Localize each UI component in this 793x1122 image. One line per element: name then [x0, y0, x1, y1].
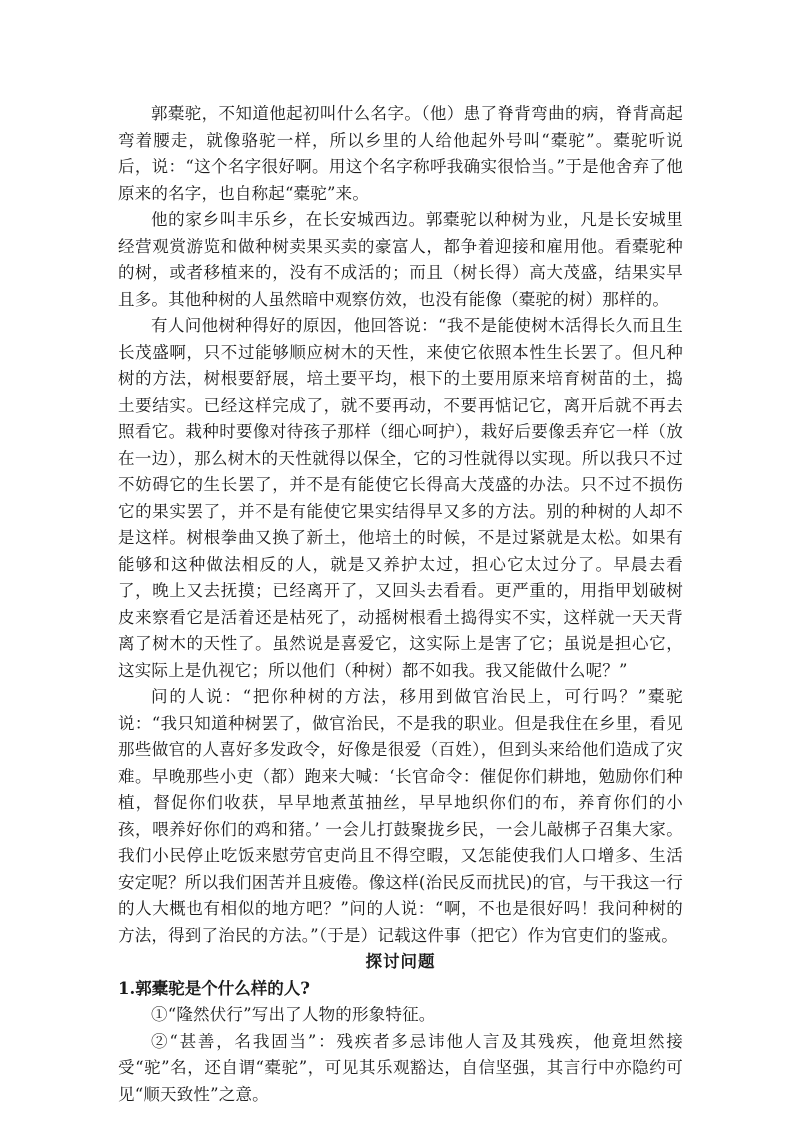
answer-item: ①“隆然伏行”写出了人物的形象特征。 — [151, 1005, 436, 1024]
paragraph: 有人问他树种得好的原因，他回答说：“我不是能使树木活得长久而且生长茂盛啊，只不过能够顺应树木的天性，来使它依照本性生长罢了。但凡种树的方法，树根要舒展，培土要平均，根下的土要用原来培育树苗的土，捣土要结实。已经这样完成了，就不要再动，不要再惦记它，离开后就不再去照看它。栽种时要像对待孩子那样（细心呵护），栽好后要像丢弃它一样（放在一边），那么树木的天性就得以保全，它的习性就得以实现。所以我只不过不妨碍它的生长罢了，并不是有能使它长得高大茂盛的办法。只不过不损伤它的果实罢了，并不是有能使它果实结得早又多的方法。别的种树的人却不是这样。树根拳曲又换了新土，他培土的时候，不是过紧就是太松。如果有能够和这种做法相反的人，就是又养护太过，担心它太过分了。早晨去看了，晚上又去抚摸；已经离开了，又回头去看看。更严重的，用指甲划破树皮来察看它是活着还是枯死了，动摇树根看土捣得实不实，这样就一天天背离了树木的天性了。虽然说是喜爱它，这实际上是害了它；虽说是担心它，这实际上是仇视它；所以他们（种树）都不如我。我又能做什么呢？” — [118, 316, 683, 680]
question-heading: 1.郭橐驼是个什么样的人? — [118, 978, 310, 998]
section-title: 探讨问题 — [365, 952, 436, 971]
paragraph: 问的人说：“把你种树的方法，移用到做官治民上，可行吗？”橐驼说：“我只知道种树罢了，做官治民，不是我的职业。但是我住在乡里，看见那些做官的人喜好多发政令，好像是很爱（百姓），但到头来给他们造成了灾难。早晚那些小吏（都）跑来大喊：‘长官命令：催促你们耕地，勉励你们种植，督促你们收获，早早地煮茧抽丝，早早地织你们的布，养育你们的小孩，喂养好你们的鸡和猪。’ 一会儿打鼓聚拢乡民，一会儿敲梆子召集大家。我们小民停止吃饭来慰劳官吏尚且不得空暇，又怎能使我们人口增多、生活安定呢？所以我们困苦并且疲倦。像这样(治民反而扰民)的官，与干我这一行的人大概也有相似的地方吧？”问的人说：“啊，不也是很好吗！我问种树的方法，得到了治民的方法。”（于是）记载这件事（把它）作为官吏们的鉴戒。 — [118, 687, 683, 945]
document-page — [118, 101, 683, 1108]
paragraph: 他的家乡叫丰乐乡，在长安城西边。郭橐驼以种树为业，凡是长安城里经营观赏游览和做种树卖果买卖的豪富人，都争着迎接和雇用他。看橐驼种的树，或者移植来的，没有不成活的；而且（树长得）高大茂盛，结果实早且多。其他种树的人虽然暗中观察仿效，也没有能像（橐驼的树）那样的。 — [118, 210, 683, 309]
answer-item: ②“甚善，名我固当”：残疾者多忌讳他人言及其残疾，他竟坦然接受“驼”名，还自谓“橐驼”，可见其乐观豁达，自信坚强，其言行中亦隐约可见“顺天致性”之意。 — [118, 1031, 683, 1104]
paragraph: 郭橐驼，不知道他起初叫什么名字。（他）患了脊背弯曲的病，脊背高起弯着腰走，就像骆驼一样，所以乡里的人给他起外号叫“橐驼”。橐驼听说后，说：“这个名字很好啊。用这个名字称呼我确实很恰当。”于是他舍弃了他原来的名字，也自称起“橐驼”来。 — [118, 104, 683, 203]
